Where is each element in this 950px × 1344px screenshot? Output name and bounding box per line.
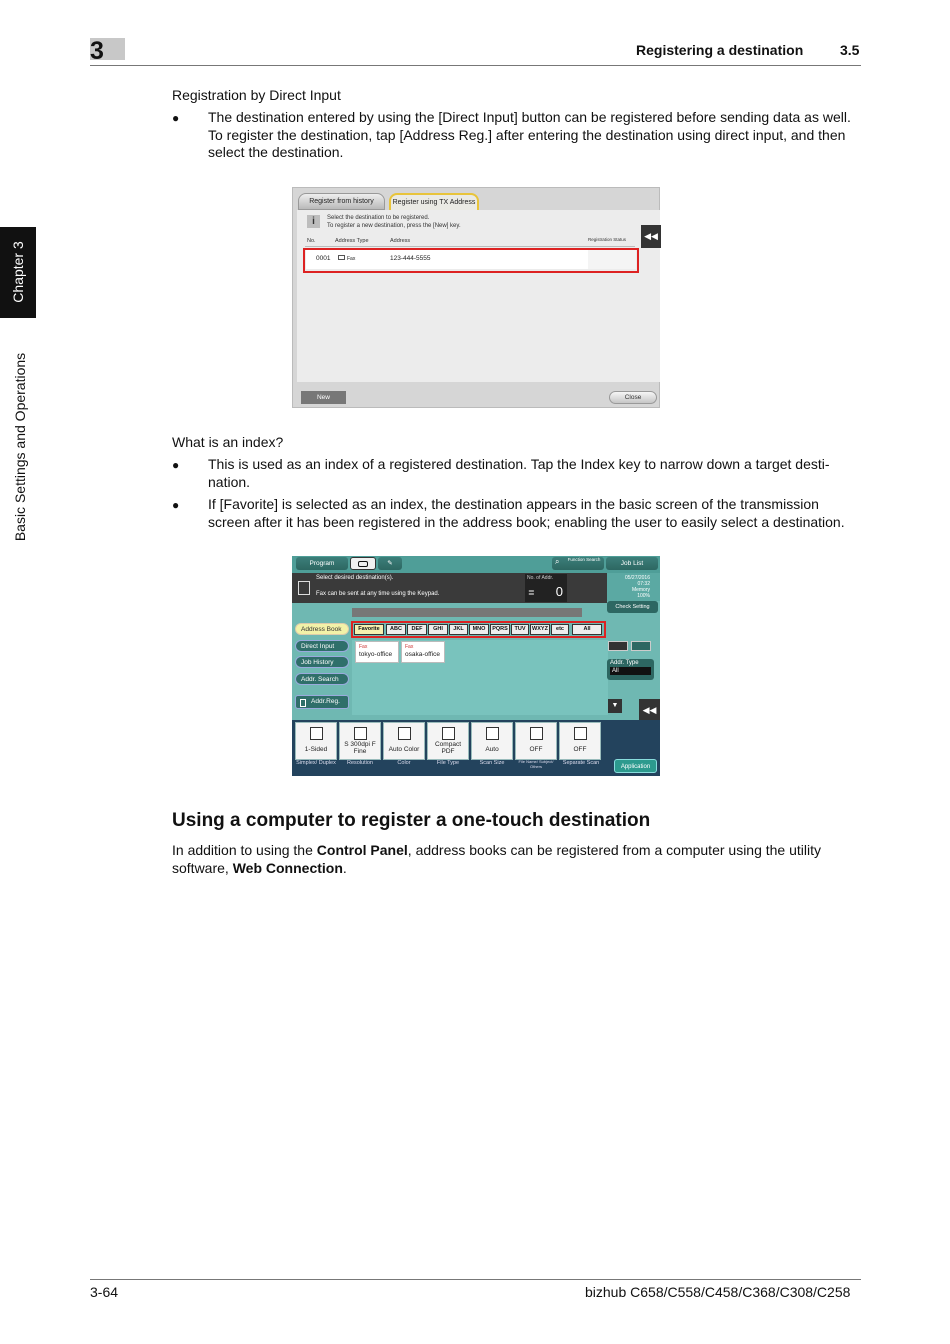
favorite-bullet-line: If [Favorite] is selected as an index, the destination appears in the basic screen of the transmission [208, 496, 819, 512]
message-bar [292, 573, 607, 603]
scroll-down-button[interactable] [608, 699, 622, 713]
direct-input-bullet-line: To register the destination, tap [Address Reg.] after entering the destination using direct input, and then [208, 126, 846, 143]
bullet-dot: ● [172, 111, 180, 125]
index-bullet-line: nation. [208, 473, 251, 490]
para-bold: Control Panel [316, 842, 408, 858]
para-text: , address books can be registered from a computer using the utility [407, 842, 822, 858]
phone-icon [358, 561, 368, 567]
resolution-function-button[interactable] [339, 722, 381, 760]
list-view-toggle[interactable] [631, 641, 651, 651]
new-button[interactable]: New [301, 391, 346, 404]
index-bullet-line: This is used as an index of a registered destination. Tap the Index key to narrow down a target desti- [208, 456, 830, 472]
prompt-line-1: Select desired destination(s). [316, 575, 394, 581]
file-type-function-button[interactable] [427, 722, 469, 760]
page-icon [310, 727, 323, 740]
pen-mode-button[interactable] [378, 557, 402, 570]
addr-reg-label: Addr.Reg. [311, 698, 340, 705]
para-text: In addition to using the [172, 842, 317, 858]
clipboard-icon [300, 699, 306, 707]
function-caption: Scan Size [479, 760, 505, 766]
function-value: OFF [529, 746, 543, 753]
function-value: 1-Sided [304, 746, 328, 753]
row-number: 0001 [316, 255, 331, 262]
pdf-icon [442, 727, 455, 740]
scan-size-function-button[interactable] [471, 722, 513, 760]
column-header-no: No. [307, 238, 316, 244]
selection-strip [352, 608, 582, 617]
addr-reg-button[interactable] [295, 695, 349, 709]
destination-type: Fax [405, 644, 414, 650]
time-text: 07:32 [637, 581, 650, 587]
separate-scan-function-button[interactable] [559, 722, 601, 760]
file-name-function-button[interactable] [515, 722, 557, 760]
column-header-address-type: Address Type [335, 238, 369, 244]
direct-input-button[interactable]: Direct Input [295, 640, 349, 652]
job-history-button[interactable]: Job History [295, 656, 349, 668]
instruction-line: To register a new destination, press the [New] key. [327, 222, 461, 229]
section-number: 3.5 [840, 42, 860, 58]
favorite-bullet-line: screen after it has been registered in the address book; enabling the user to easily select a destination. [208, 513, 845, 530]
direct-input-bullet-line: select the destination. [208, 144, 344, 160]
direct-input-heading: Registration by Direct Input [172, 87, 341, 103]
addr-count-box [525, 574, 567, 602]
row-type-label: Fax [347, 256, 356, 262]
function-value: S 300dpi F Fine [344, 741, 376, 755]
index-tab-abc[interactable]: ABC [386, 624, 406, 635]
index-tab-all[interactable]: All [572, 624, 602, 635]
function-value: Auto Color [388, 746, 420, 753]
collapse-panel-button[interactable] [639, 699, 660, 722]
index-tab-wxyz[interactable]: WXYZ [530, 624, 550, 635]
index-highlight-box [351, 621, 606, 638]
search-icon: ⌕ [555, 557, 560, 566]
addr-count-value: 0 [555, 584, 563, 599]
close-button[interactable]: Close [609, 391, 657, 404]
model-names: bizhub C658/C558/C458/C368/C308/C258 [585, 1284, 851, 1300]
bullet-dot: ● [172, 498, 180, 512]
duplex-function-button[interactable] [295, 722, 337, 760]
document-icon [298, 581, 310, 595]
column-header-address: Address [390, 238, 411, 244]
side-chapter-label: Chapter 3 [10, 241, 26, 303]
collapse-panel-button[interactable]: ◀◀ [641, 225, 661, 248]
destination-type: Fax [359, 644, 368, 650]
function-caption: File Type [436, 760, 460, 766]
index-heading: What is an index? [172, 434, 284, 450]
instruction-line: Select the destination to be registered. [327, 215, 430, 221]
footer-rule [90, 1279, 861, 1280]
destination-button[interactable] [401, 641, 445, 663]
double-chevron-left-icon: ◀◀ [642, 705, 657, 715]
para-bold: Web Connection [232, 859, 343, 876]
memory-value: 100% [637, 593, 650, 599]
column-header-registration-status: Registration Status [588, 237, 627, 242]
addr-search-button[interactable]: Addr. Search [295, 673, 349, 685]
bullet-dot: ● [172, 458, 180, 472]
function-value: OFF [573, 746, 587, 753]
computer-paragraph [172, 842, 862, 877]
pen-icon: ✎ [387, 560, 393, 567]
grid-view-toggle[interactable] [608, 641, 628, 651]
row-address: 123-444-5555 [390, 255, 431, 262]
fax-address-book-screenshot [292, 556, 660, 776]
function-search-button[interactable] [552, 557, 604, 570]
index-tab-jkl[interactable]: JKL [449, 624, 468, 635]
destination-name: tokyo-office [359, 651, 393, 658]
addr-type-value: All [610, 667, 651, 675]
application-button[interactable]: Application [614, 759, 657, 773]
side-section-label: Basic Settings and Operations [12, 352, 28, 542]
resolution-icon [354, 727, 367, 740]
status-info [607, 573, 660, 601]
addr-type-select[interactable] [607, 659, 654, 680]
address-book-button[interactable]: Address Book [295, 623, 349, 635]
para-text: . [342, 859, 347, 876]
function-caption: Simplex/ Duplex [296, 760, 336, 766]
fax-mode-button[interactable] [350, 557, 376, 570]
chapter-number: 3 [90, 37, 104, 65]
tab-register-from-history[interactable]: Register from history [298, 193, 385, 210]
program-button[interactable]: Program [296, 557, 348, 570]
destination-panel [297, 210, 660, 382]
instruction-message [327, 215, 461, 230]
memory-label: Memory [631, 587, 650, 593]
date-text: 05/27/2016 [624, 575, 650, 581]
color-icon [398, 727, 411, 740]
computer-section-heading: Using a computer to register a one-touch destination [172, 810, 651, 831]
function-caption: Separate Scan [562, 760, 600, 766]
register-destination-screenshot [292, 187, 660, 408]
index-tab-favorite[interactable]: Favorite [354, 624, 384, 635]
chevron-down-icon: ▼ [611, 702, 619, 709]
function-value: Compact PDF [434, 741, 461, 755]
mail-icon [530, 727, 543, 740]
highlight-box [303, 248, 639, 273]
addr-count-label: No. of Addr. [527, 575, 554, 581]
check-setting-button[interactable]: Check Setting [607, 601, 658, 613]
section-title: Registering a destination [636, 42, 804, 58]
index-tab-ghi[interactable]: GHI [428, 624, 448, 635]
paper-size-icon [486, 727, 499, 740]
function-caption: Color [397, 760, 411, 766]
function-caption: Resolution [347, 760, 373, 766]
index-tab-mno[interactable]: MNO [469, 624, 489, 635]
function-search-label: Function Search [567, 557, 601, 562]
index-tab-tuv[interactable]: TUV [511, 624, 529, 635]
tab-register-using-tx-address[interactable]: Register using TX Address [389, 193, 479, 210]
addr-type-label: Addr. Type [610, 660, 639, 666]
header-rule [90, 65, 861, 66]
index-tab-etc[interactable]: etc [551, 624, 569, 635]
function-value: Auto [485, 746, 499, 753]
direct-input-bullet-line: The destination entered by using the [Direct Input] button can be registered before sending data as well. [208, 109, 851, 125]
para-text: software, [172, 859, 233, 876]
index-tab-def[interactable]: DEF [407, 624, 427, 635]
index-tab-pqrs[interactable]: PQRS [490, 624, 510, 635]
info-icon: i [307, 215, 320, 228]
list-icon: ≣ [528, 588, 535, 597]
separate-scan-icon [574, 727, 587, 740]
destination-button[interactable] [355, 641, 399, 663]
color-function-button[interactable] [383, 722, 425, 760]
prompt-line-2: Fax can be sent at any time using the Keypad. [316, 591, 440, 597]
job-list-button[interactable]: Job List [606, 557, 658, 570]
page-number: 3-64 [90, 1284, 119, 1300]
function-caption: File Name/ Subject/ Others [518, 759, 554, 769]
header-divider [305, 246, 635, 247]
destination-name: osaka-office [405, 651, 440, 658]
